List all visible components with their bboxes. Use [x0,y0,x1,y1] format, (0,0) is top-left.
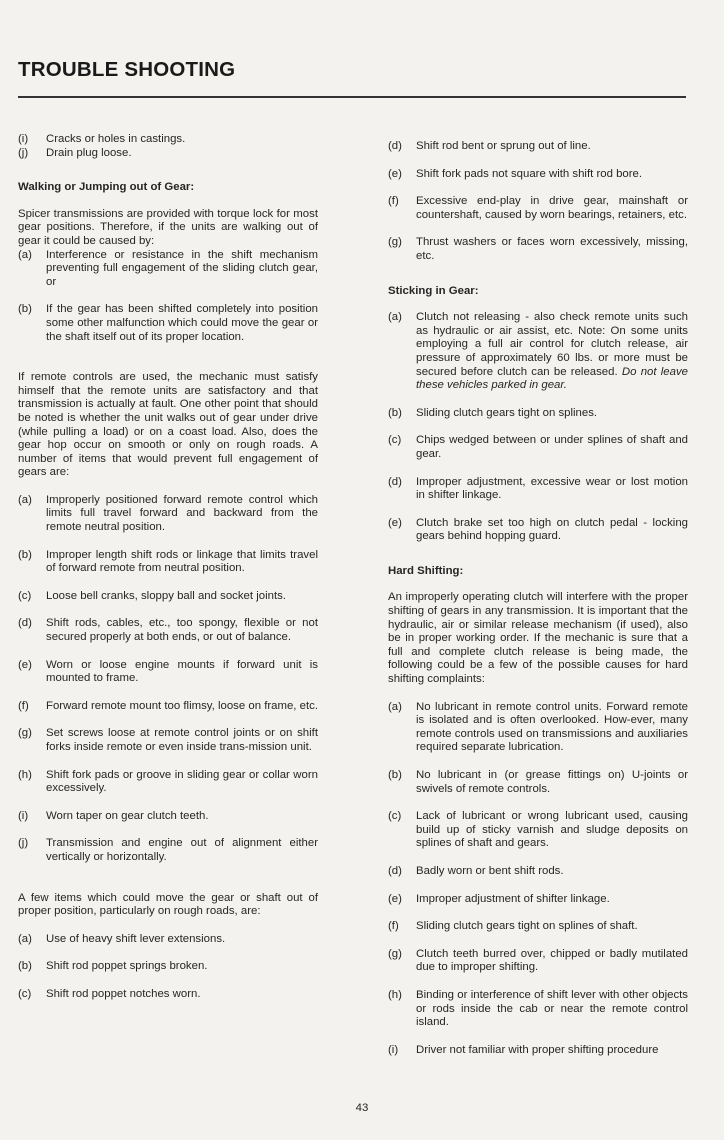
list-item [18,590,318,604]
item-label: (g) [18,727,32,740]
item-text: Improper adjustment, excessive wear or lost motion in shifter linkage. [416,475,688,502]
item-label: (f) [388,195,399,208]
list-item [18,147,318,161]
list-item [18,659,318,686]
item-text: Clutch brake set too high on clutch pedal - locking gears behind hopping guard. [416,516,688,543]
item-label: (d) [388,140,402,152]
item-text: Lack of lubricant or wrong lubricant used, causing build up of sticky varnish and sludge deposits on splines of shaft and gears. [416,810,688,850]
item-text: Loose bell cranks, sloppy ball and socket joints. [46,589,286,602]
item-text: Use of heavy shift lever extensions. [46,932,226,945]
item-text: Shift rod bent or sprung out of line. [416,140,591,152]
item-text: Forward remote mount too flimsy, loose on frame, etc. [46,699,319,712]
item-text: Set screws loose at remote control joints or on shift forks inside remote or even inside trans-mission unit. [46,727,318,753]
item-label: (i) [18,133,29,145]
item-text: Worn taper on gear clutch teeth. [46,809,209,822]
item-label: (i) [18,809,29,822]
list-item [388,865,688,879]
item-label: (a) [18,248,32,261]
list-item [388,407,688,421]
list-item [388,810,688,851]
list-item [18,960,318,974]
list-item [18,133,318,147]
item-label: (b) [18,548,32,561]
list-item [18,988,318,1002]
list-item [388,476,688,503]
list-item [388,701,688,755]
list-item [18,700,318,714]
item-label: (h) [388,988,402,1001]
item-label: (h) [18,768,32,781]
list-item [18,727,318,754]
list-item [388,434,688,461]
list-item [388,168,688,182]
item-label: (e) [388,516,402,529]
list-item [388,195,688,222]
list-item [18,617,318,644]
item-text: Clutch not releasing - also check remote units such as hydraulic or air assist, etc. Note: On some units employing a full air control for clutch release, air pressure of approximately 60 lbs. or more must be secured before clutch can be released. Do not leave these vehicles parked in gear. [416,311,689,392]
list-item [388,769,688,796]
item-text: Improperly positioned forward remote control which limits full travel forward and backward from the remote neutral position. [46,493,318,534]
item-label: (j) [18,146,29,159]
section-heading-walking: Walking or Jumping out of Gear: [18,181,195,194]
list-item [388,311,688,393]
item-text: No lubricant in (or grease fittings on) U-joints or swivels of remote controls. [416,769,688,795]
item-text: Drain plug loose. [46,146,132,159]
page-title: TROUBLE SHOOTING [18,58,236,81]
item-label: (c) [388,434,402,447]
item-label: (a) [18,493,32,506]
list-item [388,517,688,544]
item-text: Driver not familiar with proper shifting procedure [416,1043,659,1056]
list-item [388,140,688,154]
list-item [18,303,318,344]
item-text: Shift fork pads not square with shift rod bore. [416,167,643,180]
list-item [18,249,318,290]
list-item [18,933,318,947]
item-text: Improper adjustment of shifter linkage. [416,892,610,905]
item-text: Badly worn or bent shift rods. [416,864,564,877]
item-label: (a) [18,932,32,945]
few-items-paragraph: A few items which could move the gear or shaft out of proper position, particularly on rough roads, are: [18,891,318,918]
list-item [18,810,318,824]
item-label: (c) [388,810,402,823]
item-label: (d) [18,617,32,630]
item-text: Thrust washers or faces worn excessively, missing, etc. [416,236,688,262]
item-text: Transmission and engine out of alignment either vertically or horizontally. [46,837,318,863]
item-label: (d) [388,864,402,877]
item-label: (e) [18,658,32,671]
item-text: Chips wedged between or under splines of shaft and gear. [416,434,688,460]
item-text: Binding or interference of shift lever with other objects or rods inside the cab or near the remote control island. [416,988,688,1029]
item-label: (e) [388,892,402,905]
right-column [388,133,688,1057]
list-item [388,989,688,1030]
item-text: Worn or loose engine mounts if forward unit is mounted to frame. [46,658,318,685]
item-label: (c) [18,589,32,602]
item-text: Shift fork pads or groove in sliding gear or collar worn excessively. [46,768,318,795]
list-item [388,1044,688,1058]
list-item [18,837,318,864]
walking-intro: Spicer transmissions are provided with torque lock for most gear positions. Therefore, if the units are walking out of gear it could be caused by: [18,207,318,247]
item-text: Clutch teeth burred over, chipped or badly mutilated due to improper shifting. [416,947,688,974]
item-label: (f) [388,920,399,933]
item-italic-note: Do not leave these vehicles parked in gear. [416,365,689,392]
list-item [18,769,318,796]
item-label: (f) [18,699,29,712]
list-item [388,893,688,907]
page-number: 43 [355,1102,369,1114]
item-label: (a) [388,311,402,324]
item-label: (b) [388,769,402,781]
item-text: Sliding clutch gears tight on splines. [416,406,598,419]
section-heading-sticking: Sticking in Gear: [388,284,479,297]
section-heading-hard-shifting: Hard Shifting: [388,564,464,577]
item-text: Shift rod poppet springs broken. [46,960,208,973]
hard-shifting-intro: An improperly operating clutch will interfere with the proper shifting of gears in any transmission. It is important that the hydraulic, air or similar release mechanism (if used), also be in proper working order. If the mechanic is sure that a full and complete clutch release is being made, the following could be a few of the possible causes for hard shifting complaints: [388,591,688,686]
list-item [18,494,318,535]
left-column [18,133,318,1002]
list-item [388,236,688,263]
item-label: (i) [388,1043,399,1056]
item-label: (c) [18,987,32,1000]
list-item [388,920,688,934]
item-label: (g) [388,947,402,960]
item-label: (e) [388,167,402,180]
list-item [388,948,688,975]
item-label: (a) [388,700,402,713]
item-text: If the gear has been shifted completely into position some other malfunction which could move the gear or the shaft itself out of its proper location. [46,303,318,343]
item-label: (g) [388,236,402,249]
item-text: Sliding clutch gears tight on splines of shaft. [416,920,638,933]
list-item [18,549,318,576]
item-text: Interference or resistance in the shift mechanism preventing full engagement of the sliding clutch gear, or [46,248,318,288]
item-text: Cracks or holes in castings. [46,133,186,145]
item-label: (j) [18,837,29,850]
item-text: Excessive end-play in drive gear, mainshaft or countershaft, caused by worn bearings, retainers, etc. [416,195,688,221]
item-label: (d) [388,475,402,488]
item-label: (b) [18,303,32,316]
item-text: Improper length shift rods or linkage that limits travel of forward remote from neutral position. [46,548,318,575]
item-text: No lubricant in remote control units. Forward remote is isolated and is often overlooked. How-ever, many remote controls used on transmissions and auxiliaries required separate lubrication. [416,700,688,754]
item-text: Shift rods, cables, etc., too spongy, flexible or not secured properly at both ends, or out of balance. [46,617,318,644]
item-label: (b) [18,960,32,973]
remote-controls-paragraph: If remote controls are used, the mechanic must satisfy himself that the remote units are satisfactory and that transmission is actually at fault. One other point that should be noted is whether the unit walks out of gear under drive (while pulling a load) or on a coast load. Also, does the gear hop occur on smooth or only on rough roads. A number of items that would prevent full engagement of gears are: [18,371,318,479]
title-rule [18,96,686,98]
item-text: Shift rod poppet notches worn. [46,987,201,1000]
item-label: (b) [388,406,402,419]
